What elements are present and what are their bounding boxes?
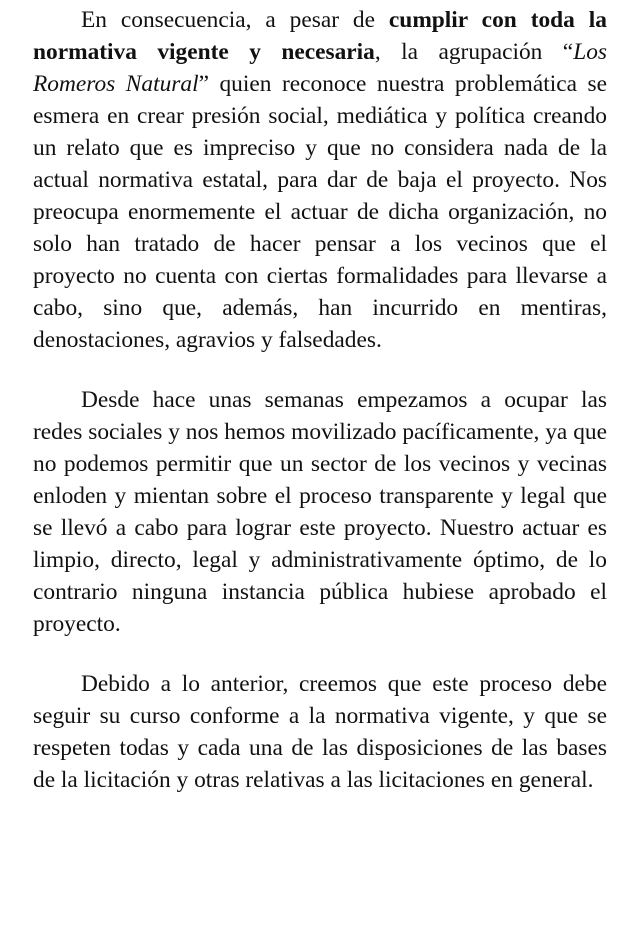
paragraph-3: Debido a lo anterior, creemos que este proceso debe seguir su curso conforme a la normativa vigente, y que se respeten todas y cada una de las disposiciones de las bases de la licitación y otras relativas a las licitaciones en general. <box>33 671 607 793</box>
paragraph-1-mid: , la agrupación “ <box>374 39 574 65</box>
paragraph-1-bold-phrase: cumplir con toda la normativa vigente y necesaria <box>33 7 607 65</box>
paragraph-1-organization-name: Los Romeros Natural <box>33 39 607 97</box>
document-body <box>33 4 607 796</box>
paragraph-1 <box>33 4 607 356</box>
paragraph-1-intro: En consecuencia, a pesar de <box>81 7 389 33</box>
paragraph-2: Desde hace unas semanas empezamos a ocupar las redes sociales y nos hemos movilizado pacíficamente, ya que no podemos permitir que un sector de los vecinos y vecinas enloden y mientan sobre el proceso transparente y legal que se llevó a cabo para lograr este proyecto. Nuestro actuar es limpio, directo, legal y administrativamente óptimo, de lo contrario ninguna instancia pública hubiese aprobado el proyecto. <box>33 387 607 637</box>
paragraph-1-rest: ” quien reconoce nuestra problemática se esmera en crear presión social, mediática y política creando un relato que es impreciso y que no considera nada de la actual normativa estatal, para dar de baja el proyecto. Nos preocupa enormemente el actuar de dicha organización, no solo han tratado de hacer pensar a los vecinos que el proyecto no cuenta con ciertas formalidades para llevarse a cabo, sino que, además, han incurrido en mentiras, denostaciones, agravios y falsedades. <box>33 71 607 353</box>
